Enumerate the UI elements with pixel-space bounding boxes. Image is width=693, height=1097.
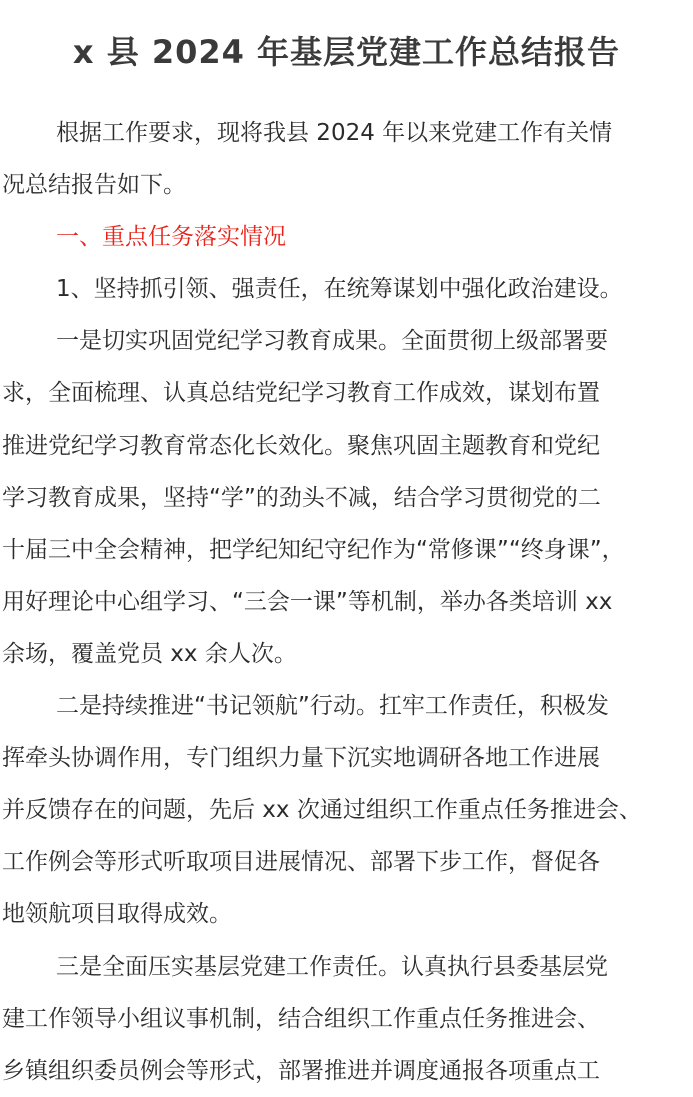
paragraph-line: 用好理论中心组学习、“三会一课”等机制，举办各类培训 xx [2,588,613,615]
paragraph-line: 一是切实巩固党纪学习教育成果。全面贯彻上级部署要 [56,328,608,355]
document-body [2,107,692,1097]
paragraph-line: 并反馈存在的问题，先后 xx 次通过组织工作重点任务推进会、 [2,797,642,824]
document-title: x 县 2024 年基层党建工作总结报告 [72,33,621,71]
paragraph-line: 十届三中全会精神，把学纪知纪守纪作为“常修课”“终身课”， [2,536,625,563]
paragraph-line: 根据工作要求，现将我县 2024 年以来党建工作有关情 [56,120,613,146]
paragraph-line: 求，全面梳理、认真总结党纪学习教育工作成效，谋划布置 [2,380,600,407]
paragraph-line: 学习教育成果，坚持“学”的劲头不减，结合学习贯彻党的二 [2,484,601,511]
subsection-heading: 1、坚持抓引领、强责任，在统筹谋划中强化政治建设。 [56,276,623,303]
paragraph-line: 乡镇组织委员例会等形式，部署推进并调度通报各项重点工 [2,1057,600,1084]
section-heading: 一、重点任务落实情况 [56,224,286,251]
paragraph-line: 挥牵头协调作用，专门组织力量下沉实地调研各地工作进展 [2,745,600,772]
paragraph-line: 建工作领导小组议事机制，结合组织工作重点任务推进会、 [2,1005,600,1032]
paragraph-line: 况总结报告如下。 [2,172,186,199]
paragraph-line: 三是全面压实基层党建工作责任。认真执行县委基层党 [56,953,608,980]
paragraph-line: 推进党纪学习教育常态化长效化。聚焦巩固主题教育和党纪 [2,432,600,459]
paragraph-line: 地领航项目取得成效。 [2,901,232,928]
paragraph-line: 余场，覆盖党员 xx 余人次。 [2,640,297,667]
paragraph-line: 工作例会等形式听取项目进展情况、部署下步工作，督促各 [2,849,600,876]
paragraph-line: 二是持续推进“书记领航”行动。扛牢工作责任，积极发 [56,693,609,720]
